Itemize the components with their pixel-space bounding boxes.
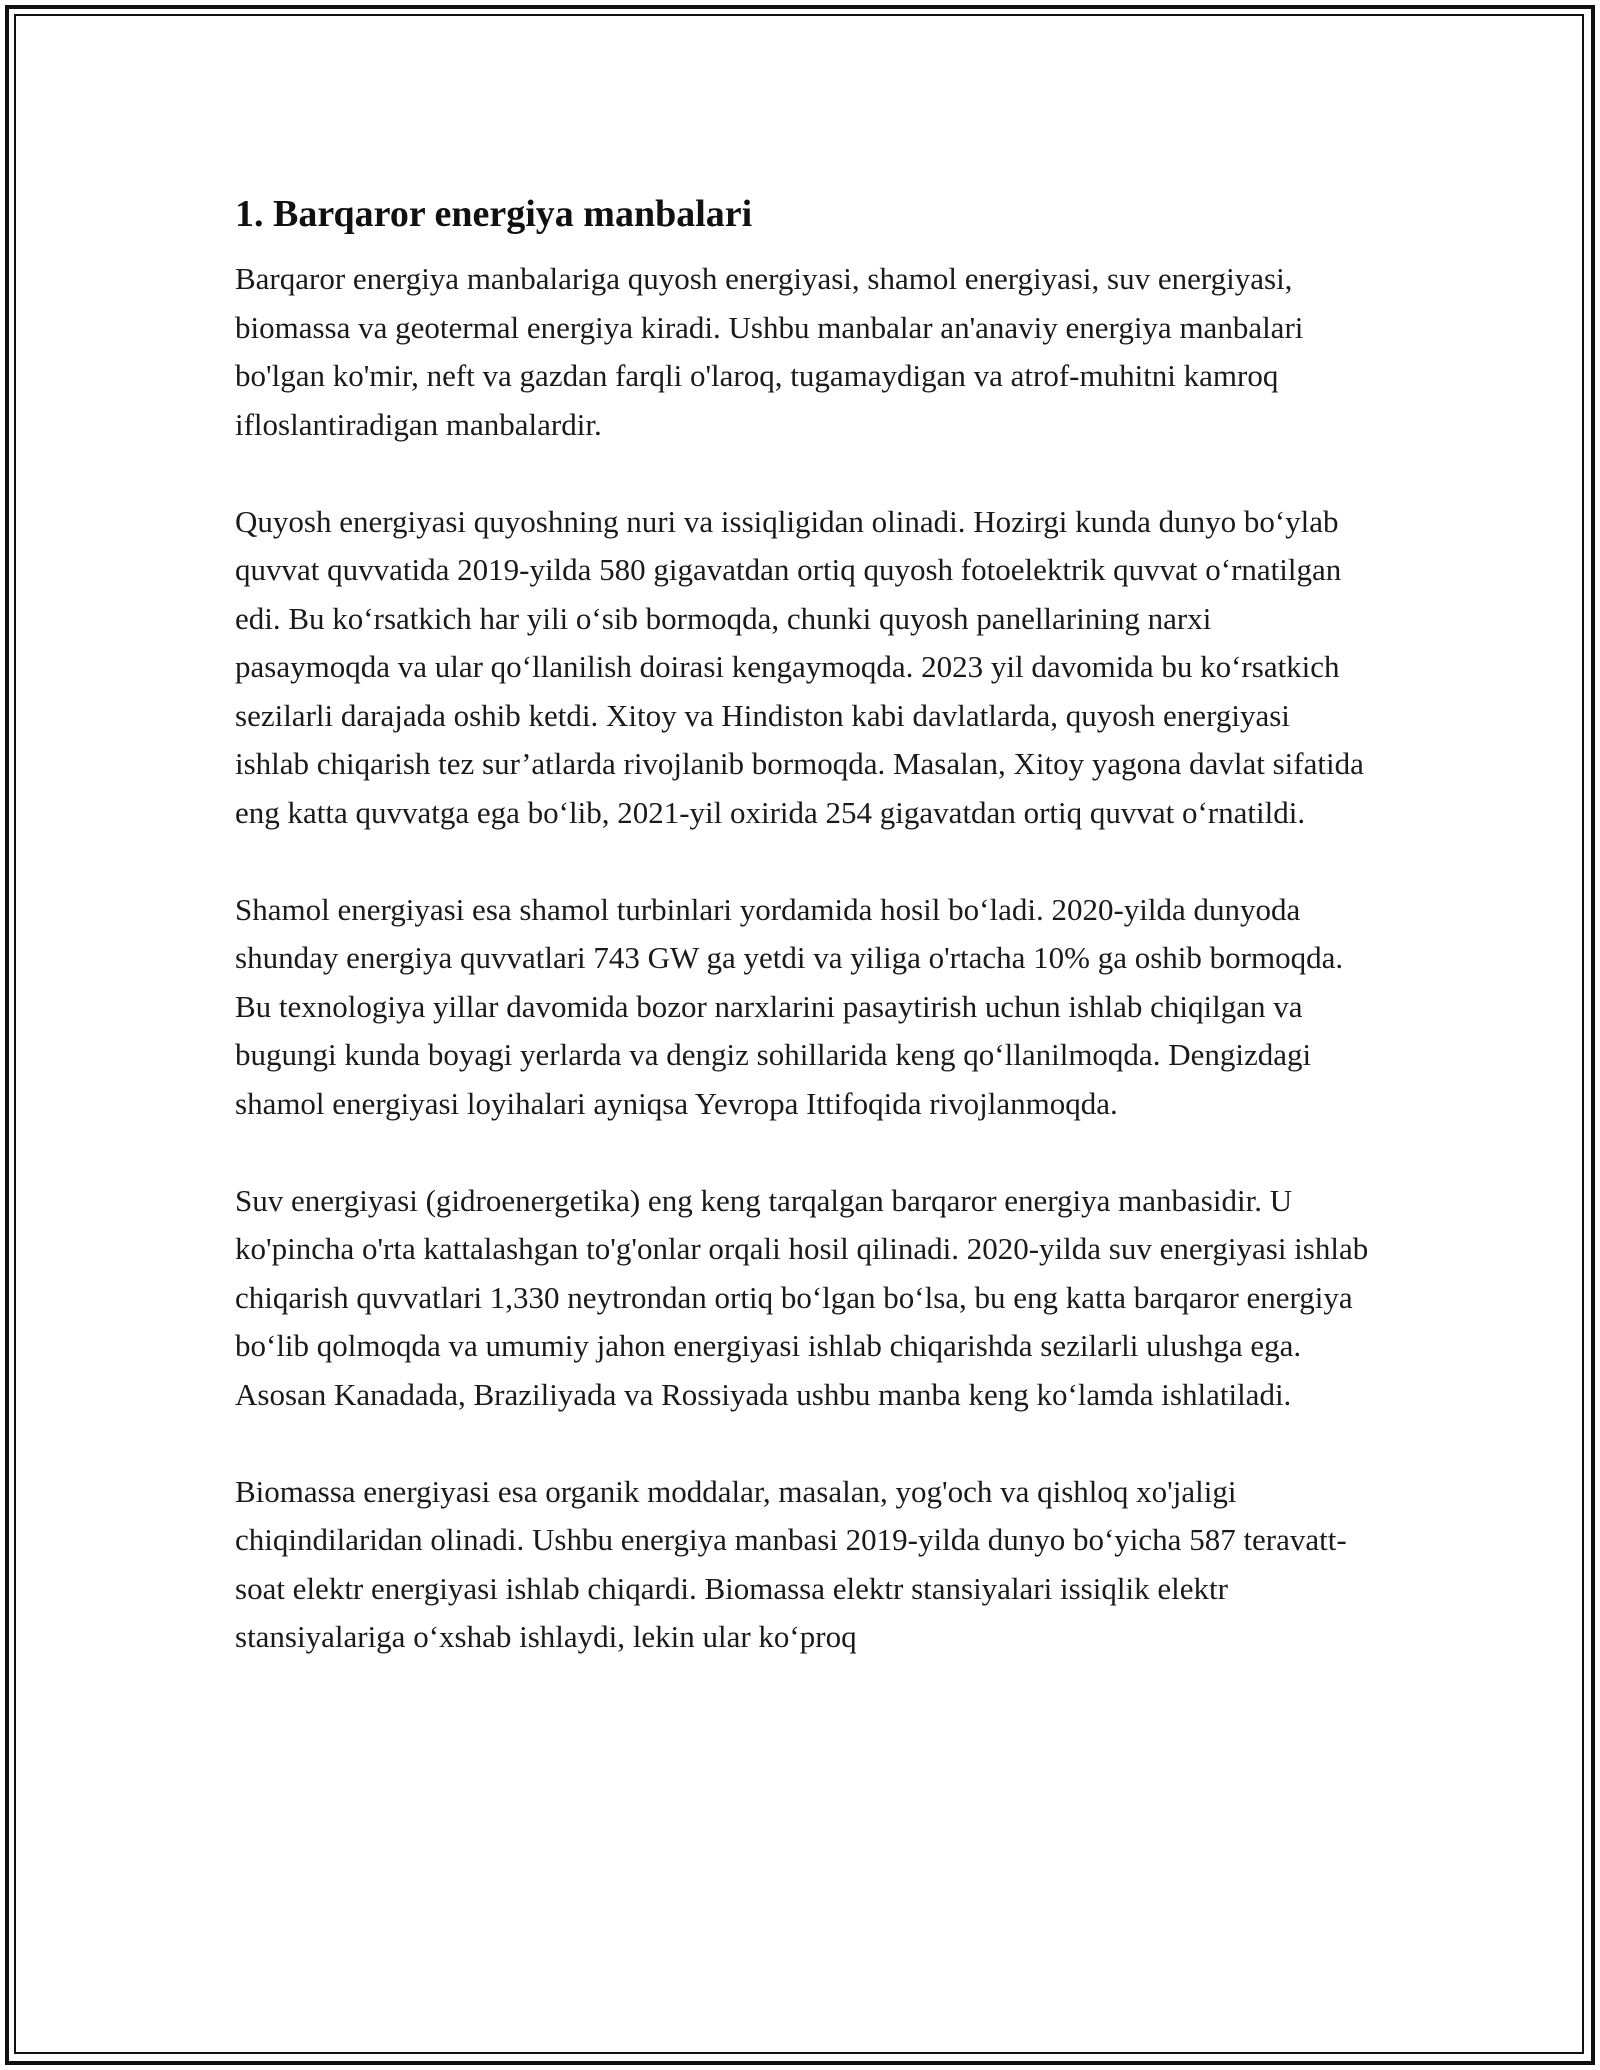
section-heading: 1. Barqaror energiya manbalari bbox=[235, 193, 753, 235]
document-body bbox=[235, 185, 1370, 1710]
paragraph-wind: Shamol energiyasi esa shamol turbinlari yordamida hosil bo‘ladi. 2020-yilda dunyoda shunday energiya quvvatlari 743 GW ga yetdi va yiliga o'rtacha 10% ga oshib bormoqda. Bu texnologiya yillar davomida bozor narxlarini pasaytirish uchun ishlab chiqilgan va bugungi kunda boyagi yerlarda va dengiz sohillarida keng qo‘llanilmoqda. Dengizdagi shamol energiyasi loyihalari ayniqsa Yevropa Ittifoqida rivojlanmoqda. bbox=[235, 891, 1344, 1121]
paragraph-intro: Barqaror energiya manbalariga quyosh energiyasi, shamol energiyasi, suv energiyasi, biomassa va geotermal energiya kiradi. Ushbu manbalar an'anaviy energiya manbalari bo'lgan ko'mir, neft va gazdan farqli o'laroq, tugamaydigan va atrof-muhitni kamroq ifloslantiradigan manbalardir. bbox=[235, 261, 1304, 442]
paragraph-hydro: Suv energiyasi (gidroenergetika) eng keng tarqalgan barqaror energiya manbasidir. U ko'pincha o'rta kattalashgan to'g'onlar orqali hosil qilinadi. 2020-yilda suv energiyasi ishlab chiqarish quvvatlari 1,330 neytrondan ortiq bo‘lgan bo‘lsa, bu eng katta barqaror energiya bo‘lib qolmoqda va umumiy jahon energiyasi ishlab chiqarishda sezilarli ulushga ega. Asosan Kanadada, Braziliyada va Rossiyada ushbu manba keng ko‘lamda ishlatiladi. bbox=[235, 1182, 1369, 1412]
paragraph-solar: Quyosh energiyasi quyoshning nuri va issiqligidan olinadi. Hozirgi kunda dunyo bo‘ylab quvvat quvvatida 2019-yilda 580 gigavatdan ortiq quyosh fotoelektrik quvvat o‘rnatilgan edi. Bu ko‘rsatkich har yili o‘sib bormoqda, chunki quyosh panellarining narxi pasaymoqda va ular qo‘llanilish doirasi kengaymoqda. 2023 yil davomida bu ko‘rsatkich sezilarli darajada oshib ketdi. Xitoy va Hindiston kabi davlatlarda, quyosh energiyasi ishlab chiqarish tez sur’atlarda rivojlanib bormoqda. Masalan, Xitoy yagona davlat sifatida eng katta quvvatga ega bo‘lib, 2021-yil oxirida 254 gigavatdan ortiq quvvat o‘rnatildi. bbox=[235, 503, 1364, 830]
paragraph-biomass: Biomassa energiyasi esa organik moddalar, masalan, yog'och va qishloq xo'jaligi chiqindilaridan olinadi. Ushbu energiya manbasi 2019-yilda dunyo bo‘yicha 587 teravatt-soat elektr energiyasi ishlab chiqardi. Biomassa elektr stansiyalari issiqlik elektr stansiyalariga o‘xshab ishlaydi, lekin ular ko‘proq bbox=[235, 1473, 1347, 1654]
